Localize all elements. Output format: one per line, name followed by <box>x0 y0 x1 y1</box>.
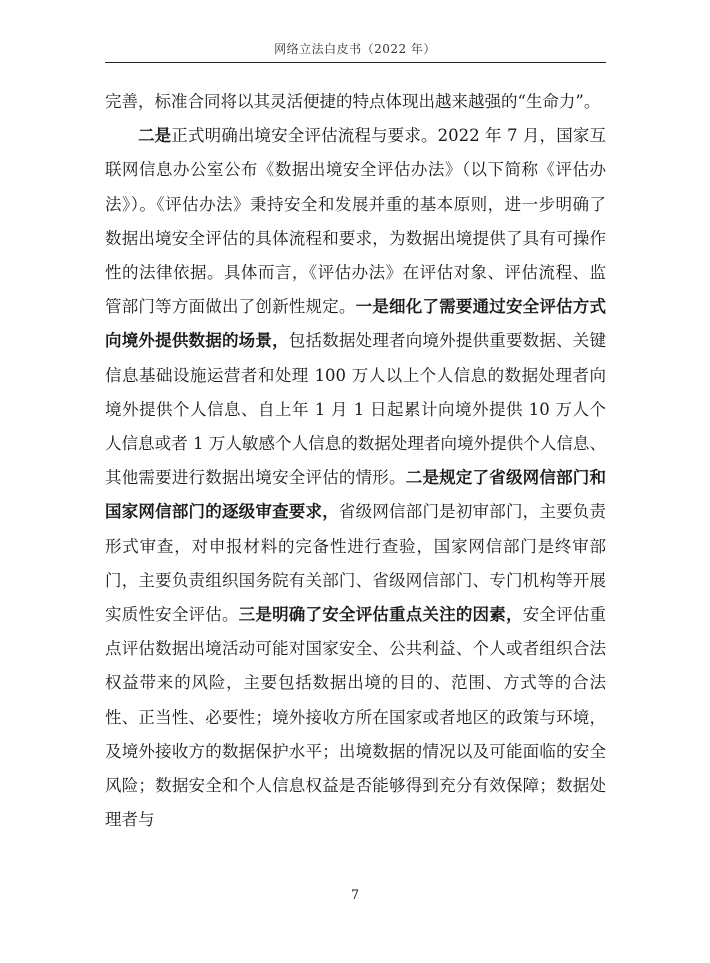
header-rule <box>105 62 606 63</box>
point-one-text: 包括数据处理者向境外提供重要数据、关键信息基础设施运营者和处理 100 万人以上个人信息的数据处理者向境外提供个人信息、自上年 1 月 1 日起累计向境外提供 10 万人个人信息或者 1 万人敏感个人信息的数据处理者向境外提供个人信息、其他需要进行数据出境安全评估的情形。 <box>105 331 607 488</box>
point-three-text: 安全评估重点评估数据出境活动可能对国家安全、公共利益、个人或者组织合法权益带来的风险，主要包括数据出境的目的、范围、方式等的合法性、正当性、必要性；境外接收方所在国家或者地区的政策与环境，及境外接收方的数据保护水平；出境数据的情况以及可能面临的安全风险；数据安全和个人信息权益是否能够得到充分有效保障；数据处理者与 <box>105 605 607 830</box>
body-text <box>105 85 606 837</box>
paragraph-continuation: 完善，标准合同将以其灵活便捷的特点体现出越来越强的“生命力”。 <box>105 92 601 111</box>
paragraph-lead-bold: 二是 <box>138 126 172 146</box>
point-three-bold: 三是明确了安全评估重点关注的因素， <box>238 605 523 625</box>
point-two-text: 省级网信部门是初审部门，主要负责形式审查，对申报材料的完备性进行查验，国家网信部门是终审部门，主要负责组织国务院有关部门、省级网信部门、专门机构等开展实质性安全评估。 <box>105 502 607 625</box>
point-one-bold: 一是细化了需要通过安全评估方式向境外提供数据的场景， <box>105 297 607 351</box>
point-two-bold: 二是规定了省级网信部门和国家网信部门的逐级审查要求， <box>105 468 607 522</box>
running-header: 网络立法白皮书（2022 年） <box>274 42 436 56</box>
page-number: 7 <box>350 888 360 903</box>
paragraph-assessment <box>105 119 606 837</box>
paragraph-text: 正式明确出境安全评估流程与要求。2022 年 7 月，国家互联网信息办公室公布《数据出境安全评估办法》（以下简称《评估办法》）。《评估办法》秉持安全和发展并重的基本原则，进一步明确了数据出境安全评估的具体流程和要求，为数据出境提供了具有可操作性的法律依据。具体而言，《评估办法》在评估对象、评估流程、监管部门等方面做出了创新性规定。 <box>105 126 606 317</box>
